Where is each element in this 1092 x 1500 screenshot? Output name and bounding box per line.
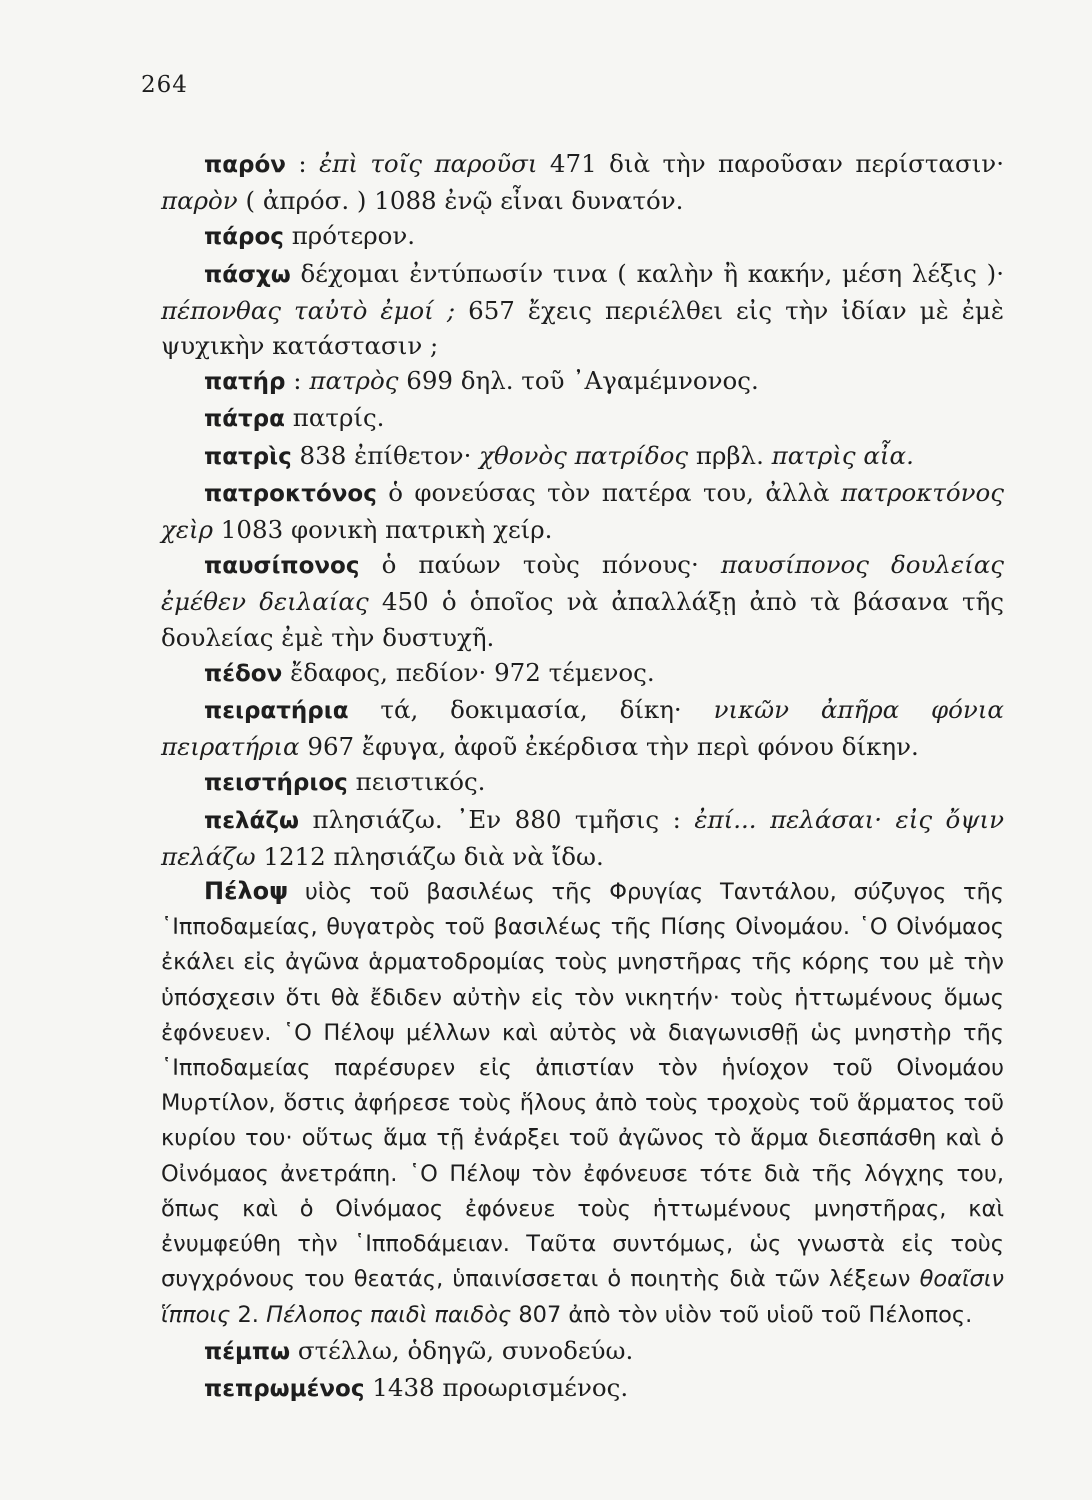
headword-separator — [360, 550, 382, 579]
definition-text: 471 διὰ τὴν παροῦσαν περίστασιν· — [537, 149, 1004, 178]
glossary-entry — [161, 1370, 1004, 1407]
cited-phrase: πατρὸς — [309, 366, 399, 396]
cited-phrase: νικῶν ἀπῆρα φόνια πειρατήρια — [161, 695, 1004, 762]
definition-text: 1438 προωρισμένος. — [372, 1372, 629, 1402]
entry-headword: πελάζω — [204, 807, 299, 834]
entry-headword: παυσίπονος — [204, 553, 360, 580]
definition-text: ὁ παύων τοὺς πόνους· — [381, 550, 721, 580]
definition-text: πλησιάζω. ᾿Εν 880 τμῆσις : — [312, 804, 695, 834]
definition-text: πατρίς. — [292, 403, 385, 433]
glossary-entry — [161, 218, 1004, 255]
definition-text: 657 ἔχεις περιέλθει εἰς τὴν ἰδίαν μὲ ἐμὲ ψυχικὴν κατάστασιν ; — [161, 295, 1004, 361]
definition-text: δέχομαι ἐντύπωσίν τινα ( καλὴν ἢ κακήν, μέση λέξις )· — [300, 258, 1004, 288]
entry-headword: παρόν — [204, 152, 286, 178]
cited-phrase: πατροκτόνος χεὶρ — [161, 477, 1004, 545]
glossary-entry — [161, 475, 1004, 547]
definition-text: 1083 φονικὴ πατρικὴ χείρ. — [213, 515, 553, 545]
headword-separator — [292, 441, 300, 470]
glossary-entries — [161, 146, 1004, 1407]
glossary-entry — [161, 400, 1004, 437]
cited-phrase: Πέλοπος παιδὶ παιδὸς — [266, 1301, 512, 1328]
entry-headword: πέδον — [204, 660, 283, 687]
headword-separator — [349, 695, 381, 724]
definition-text: τά, δοκιμασία, δίκη· — [380, 695, 714, 725]
glossary-entry — [161, 764, 1004, 801]
cited-phrase: παυσίπονος δουλείας ἐμέθεν δειλαίας — [161, 550, 1004, 617]
entry-headword: πειστήριος — [204, 770, 348, 797]
entry-headword: πάσχω — [204, 261, 291, 288]
definition-text: στέλλω, ὁδηγῶ, συνοδεύω. — [297, 1335, 634, 1365]
glossary-entry — [161, 802, 1004, 874]
entry-headword: πέμπω — [204, 1338, 291, 1365]
definition-text: 967 ἔφυγα, ἀφοῦ ἐκέρδισα τὴν περὶ φόνου δίκην. — [299, 732, 919, 762]
entry-headword: πάρος — [204, 224, 284, 251]
glossary-entry — [161, 874, 1004, 1333]
entry-headword: πειρατήρια — [204, 698, 349, 725]
glossary-entry — [161, 547, 1004, 655]
glossary-entry — [161, 1333, 1004, 1370]
definition-text: ὁ φονεύσας τὸν πατέρα του, ἀλλὰ — [388, 477, 841, 507]
glossary-entry — [161, 256, 1004, 364]
entry-headword: πατρὶς — [204, 443, 292, 470]
cited-phrase: πατρὶς αἶα. — [771, 440, 914, 470]
definition-text: πρβλ. — [688, 440, 772, 470]
headword-separator: : — [285, 149, 320, 178]
headword-separator — [284, 221, 292, 250]
definition-text: ( ἀπρόσ. ) 1088 ἐνῷ εἶναι δυνατόν. — [237, 186, 684, 216]
definition-text: υἱὸς τοῦ βασιλέως τῆς Φρυγίας Ταντάλου, σύζυγος τῆς ῾Ιπποδαμείας, θυγατρὸς τοῦ βασιλέως τῆς Πίσης Οἰνομάου. ῾Ο Οἰνόμαος ἐκάλει εἰς ἀγῶνα ἁρματοδρομίας τοὺς μνηστῆρας τῆς κόρης του μὲ τὴν ὑπόσχεσιν ὅτι θὰ ἔδιδεν αὐτὴν εἰς τὸν νικητήν· τοὺς ἡττωμένους ὅμως ἐφόνευεν. ῾Ο Πέλοψ μέλλων καὶ αὐτὸς νὰ διαγωνισθῇ ὡς μνηστὴρ τῆς ῾Ιπποδαμείας παρέσυρεν εἰς ἀπιστίαν τὸν ἡνίοχον τοῦ Οἰνομάου Μυρτίλον, ὅστις ἀφήρεσε τοὺς ἥλους ἀπὸ τοὺς τροχοὺς τοῦ ἅρματος τοῦ κυρίου του· οὕτως ἅμα τῇ ἐνάρξει τοῦ ἀγῶνος τὸ ἅρμα διεσπάσθη καὶ ὁ Οἰνόμαος ἀνετράπη. ῾Ο Πέλοψ τὸν ἐφόνευσε τότε διὰ τῆς λόγχης του, ὅπως καὶ ὁ Οἰνόμαος ἐφόνευε τοὺς ἡττωμένους μνηστῆρας, καὶ ἐνυμφεύθη τὴν ῾Ιπποδάμειαν. Ταῦτα συντόμως, ὡς γνωστὰ εἰς τοὺς συγχρόνους του θεατάς, ὑπαινίσσεται ὁ ποιητὴς διὰ τῶν λέξεων — [161, 879, 1005, 1293]
glossary-entry — [161, 438, 1004, 475]
headword-separator — [282, 658, 290, 687]
definition-text: 450 ὁ ὁποῖος νὰ ἀπαλλάξῃ ἀπὸ τὰ βάσανα τῆς δουλείας ἐμὲ τὴν δυστυχῆ. — [161, 587, 1004, 652]
headword-separator — [290, 1336, 298, 1365]
headword-separator — [377, 478, 388, 507]
entry-headword: πάτρα — [204, 406, 285, 433]
cited-phrase: παρὸν — [161, 186, 238, 216]
cited-phrase: θοαῖσιν ἵπποις — [161, 1266, 1004, 1328]
entry-headword: πατροκτόνος — [204, 480, 377, 507]
glossary-entry — [161, 692, 1004, 764]
headword-separator — [291, 259, 301, 288]
definition-text: 1212 πλησιάζω διὰ νὰ ἴδω. — [255, 841, 604, 871]
headword-separator: : — [285, 366, 310, 396]
page-number: 264 — [141, 72, 188, 98]
headword-separator — [348, 767, 356, 796]
headword-separator — [285, 403, 293, 432]
glossary-entry — [161, 363, 1004, 400]
headword-separator — [299, 805, 313, 834]
glossary-entry — [161, 655, 1004, 692]
definition-text: 2. — [230, 1301, 267, 1328]
cited-phrase: πέπονθας ταὐτὸ ἐμοί ; — [161, 295, 456, 325]
definition-text: πειστικός. — [355, 767, 486, 797]
headword-separator — [288, 879, 305, 905]
entry-headword: πατήρ — [204, 369, 286, 396]
definition-text: πρότερον. — [291, 221, 416, 251]
definition-text: 699 δηλ. τοῦ ᾿Αγαμέμνονος. — [398, 366, 759, 396]
cited-phrase: ἐπὶ τοῖς παροῦσι — [319, 149, 538, 178]
definition-text: 807 ἀπὸ τὸν υἱὸν τοῦ υἱοῦ τοῦ Πέλοπος. — [511, 1301, 973, 1328]
cited-phrase: ἐπί... πελάσαι· εἰς ὄψιν πελάζω — [161, 804, 1004, 871]
entry-headword: πεπρωμένος — [204, 1375, 365, 1402]
cited-phrase: χθονὸς πατρίδος — [479, 440, 689, 470]
definition-text: 838 ἐπίθετον· — [299, 440, 480, 470]
entry-headword: Πέλοψ — [204, 877, 289, 906]
definition-text: ἔδαφος, πεδίον· 972 τέμενος. — [290, 657, 655, 687]
glossary-entry — [161, 146, 1004, 218]
